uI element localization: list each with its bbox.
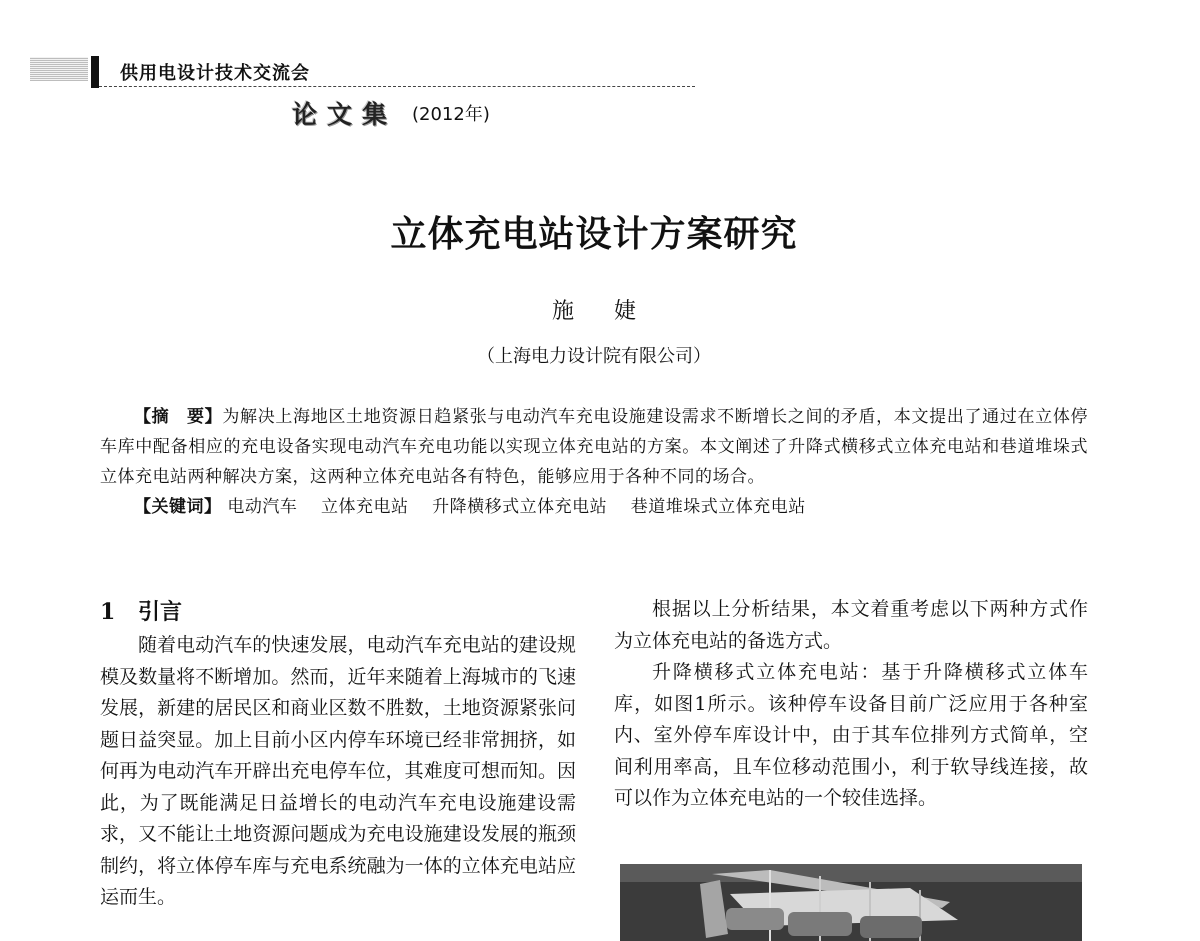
parking-garage-illustration [620, 864, 1082, 941]
keyword: 升降横移式立体充电站 [432, 497, 608, 517]
conference-name: 供用电设计技术交流会 [120, 63, 310, 84]
section-number: 1 [100, 599, 116, 625]
figure-1-photo [620, 864, 1082, 941]
abstract-block [100, 402, 1088, 522]
keyword: 电动汽车 [227, 497, 298, 517]
affiliation: （上海电力设计院有限公司） [477, 346, 711, 367]
header-bar [91, 56, 99, 88]
abstract-label: 【摘 要】 [134, 407, 223, 427]
section-title: 引言 [138, 599, 183, 625]
keywords [100, 492, 1088, 522]
author-given-name: 婕 [614, 299, 637, 324]
collection-year: (2012年) [412, 104, 490, 125]
paper-title: 立体充电站设计方案研究 [390, 213, 798, 255]
section-heading [100, 596, 576, 628]
right-column [614, 594, 1088, 815]
author-surname: 施 [551, 299, 574, 324]
abstract [100, 402, 1088, 492]
intro-paragraph: 随着电动汽车的快速发展，电动汽车充电站的建设规模及数量将不断增加。然而，近年来随着上海城市的飞速发展，新建的居民区和商业区数不胜数，土地资源紧张问题日益突显。加上目前小区内停车环境已经非常拥挤，如何再为电动汽车开辟出充电停车位，其难度可想而知。因此，为了既能满足日益增长的电动汽车充电设施建设需求，又不能让土地资源问题成为充电设施建设发展的瓶颈制约，将立体停车库与充电系统融为一体的立体充电站应运而生。 [100, 634, 576, 908]
keyword: 立体充电站 [321, 497, 409, 517]
keyword: 巷道堆垛式立体充电站 [630, 497, 806, 517]
header-texture [30, 57, 88, 81]
right-paragraph-2: 升降横移式立体充电站：基于升降横移式立体车库，如图1所示。该种停车设备目前广泛应用于各种室内、室外停车库设计中，由于其车位排列方式简单，空间利用率高，且车位移动范围小，利于软导线连接，故可以作为立体充电站的一个较佳选择。 [614, 661, 1088, 809]
header-divider [99, 86, 695, 87]
left-column [100, 596, 576, 914]
abstract-text: 为解决上海地区土地资源日趋紧张与电动汽车充电设施建设需求不断增长之间的矛盾，本文提出了通过在立体停车库中配备相应的充电设备实现电动汽车充电功能以实现立体充电站的方案。本文阐述了升降式横移式立体充电站和巷道堆垛式立体充电站两种解决方案，这两种立体充电站各有特色，能够应用于各种不同的场合。 [100, 407, 1089, 487]
right-paragraph-1: 根据以上分析结果，本文着重考虑以下两种方式作为立体充电站的备选方式。 [614, 598, 1088, 652]
keywords-label: 【关键词】 [134, 497, 222, 517]
author [0, 294, 1188, 325]
collection-title: 论文集 [292, 100, 398, 129]
